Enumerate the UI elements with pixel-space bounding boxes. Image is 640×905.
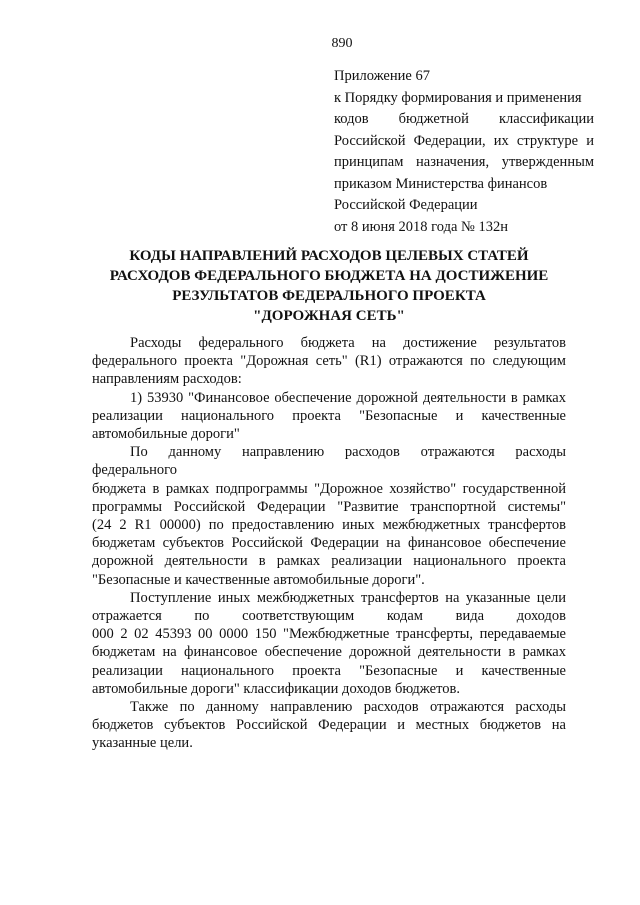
text-line: автомобильные дороги" — [92, 426, 240, 443]
text-line: дорожной деятельности в рамках реализации национального проекта — [92, 553, 566, 570]
text-line: отражается по соответствующим кодам вида доходов — [92, 608, 566, 625]
paragraph-expenses — [92, 443, 566, 589]
title-line: РЕЗУЛЬТАТОВ ФЕДЕРАЛЬНОГО ПРОЕКТА — [172, 288, 486, 304]
text-line: указанные цели. — [92, 735, 193, 752]
text-line: федерального проекта "Дорожная сеть" (R1) отражаются по следующим — [92, 353, 566, 370]
paragraph-revenues — [92, 589, 566, 698]
document-title — [92, 246, 566, 326]
text-line: Поступление иных межбюджетных трансфертов на указанные цели — [130, 589, 566, 606]
text-line: бюджетам на финансовое обеспечение дорожной деятельности в рамках — [92, 644, 566, 661]
text-line: программы Российской Федерации "Развитие транспортной системы" — [92, 498, 566, 515]
appendix-line: Российской Федерации, их структуре и — [334, 132, 594, 149]
appendix-line: к Порядку формирования и применения — [334, 89, 582, 106]
title-line: "ДОРОЖНАЯ СЕТЬ" — [253, 308, 405, 324]
text-line: автомобильные дороги" классификации доходов бюджетов. — [92, 680, 460, 697]
text-line: Расходы федерального бюджета на достижение результатов — [130, 335, 566, 351]
text-line: По данному направлению расходов отражаются расходы федерального — [92, 444, 566, 479]
appendix-header — [334, 66, 594, 238]
title-line: КОДЫ НАПРАВЛЕНИЙ РАСХОДОВ ЦЕЛЕВЫХ СТАТЕЙ — [129, 248, 529, 264]
appendix-line: Приложение 67 — [334, 68, 430, 84]
document-body — [92, 334, 566, 753]
text-line: реализации национального проекта "Безопасные и качественные — [92, 662, 566, 679]
text-line: (24 2 R1 00000) по предоставлению иных межбюджетных трансфертов — [92, 517, 566, 534]
text-line: 000 2 02 45393 00 0000 150 "Межбюджетные трансферты, передаваемые — [92, 626, 566, 643]
text-line: реализации национального проекта "Безопасные и качественные — [92, 407, 566, 424]
paragraph-also — [92, 698, 566, 753]
paragraph-intro — [92, 334, 566, 389]
paragraph-item-53930 — [92, 389, 566, 444]
text-line: 1) 53930 "Финансовое обеспечение дорожной деятельности в рамках — [130, 389, 566, 406]
appendix-line: принципам назначения, утвержденным — [334, 154, 594, 170]
appendix-line: кодов бюджетной классификации — [334, 111, 594, 127]
text-line: направлениям расходов: — [92, 371, 242, 388]
text-line: бюджетам субъектов Российской Федерации на финансовое обеспечение — [92, 535, 566, 552]
text-line: "Безопасные и качественные автомобильные дороги". — [92, 571, 425, 588]
page-number: 890 — [331, 36, 353, 51]
title-line: РАСХОДОВ ФЕДЕРАЛЬНОГО БЮДЖЕТА НА ДОСТИЖЕНИЕ — [109, 268, 549, 284]
appendix-line: от 8 июня 2018 года № 132н — [334, 218, 508, 235]
text-line: бюджета в рамках подпрограммы "Дорожное хозяйство" государственной — [92, 480, 566, 497]
appendix-line: Российской Федерации — [334, 197, 478, 213]
text-line: Также по данному направлению расходов отражаются расходы — [130, 699, 566, 716]
text-line: бюджетов субъектов Российской Федерации и местных бюджетов на — [92, 717, 566, 734]
appendix-line: приказом Министерства финансов — [334, 175, 548, 192]
